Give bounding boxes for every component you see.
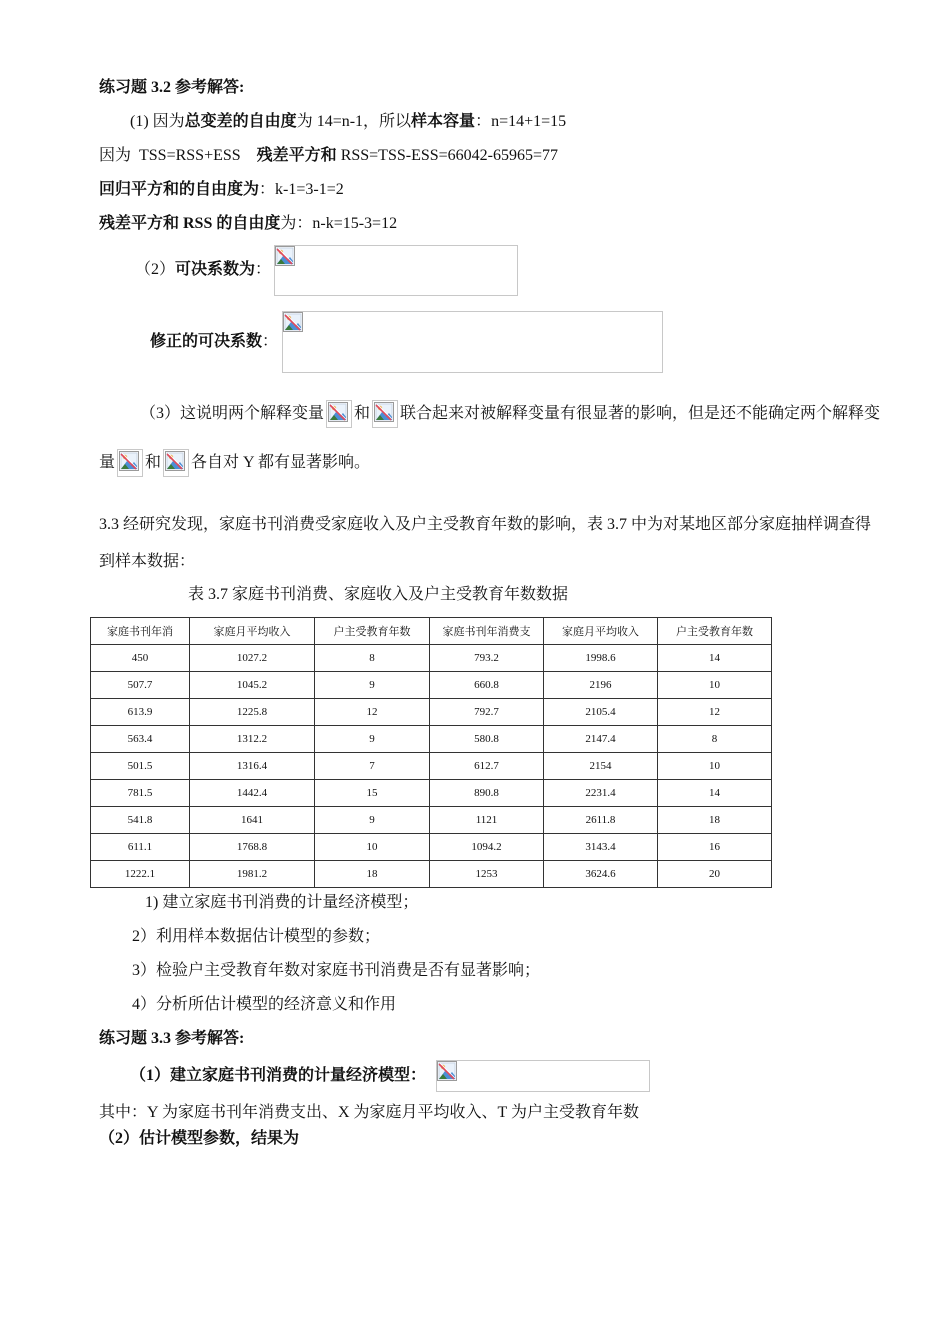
text: RSS=TSS-ESS=66042-65965=77 [336,147,559,164]
table-cell: 613.9 [91,699,190,726]
table-cell: 12 [658,699,772,726]
table-row [91,672,772,699]
table-cell: 612.7 [430,753,544,780]
broken-image-icon [275,246,295,266]
table-cell: 660.8 [430,672,544,699]
text-bold: 总变差的自由度 [184,113,297,130]
table-cell: 2611.8 [544,807,658,834]
text: ：k-1=3-1=2 [259,181,344,198]
table-header-cell: 家庭月平均收入 [190,618,315,645]
task-4: 4）分析所估计模型的经济意义和作用 [132,996,397,1013]
estimate-heading: （2）估计模型参数，结果为 [99,1130,300,1147]
text: 联合起来对被解释变量有很显著的影响，但是还不能确定两个解释变 [400,405,881,422]
line-regression-df [99,180,344,200]
model-formula-image [436,1060,650,1092]
table-cell: 2196 [544,672,658,699]
line-total-df [130,112,566,132]
table-cell: 14 [658,780,772,807]
table-cell: 1442.4 [190,780,315,807]
table-cell: 450 [91,645,190,672]
broken-image-icon [119,451,139,471]
table-header-row [91,618,772,645]
table-cell: 10 [658,753,772,780]
table-header-cell: 家庭月平均收入 [544,618,658,645]
table-cell: 2147.4 [544,726,658,753]
table-cell: 1981.2 [190,861,315,888]
table-cell: 14 [658,645,772,672]
table-caption: 表 3.7 家庭书刊消费、家庭收入及户主受教育年数数据 [188,586,569,603]
line-rss [99,146,558,166]
table-row [91,726,772,753]
problem-3-3-line2: 到样本数据： [99,553,196,570]
text: 为 14=n-1，所以 [296,113,412,130]
table-cell: 1998.6 [544,645,658,672]
text-bold: 可决系数为 [175,261,256,278]
broken-image-icon [437,1061,457,1081]
table-cell: 1222.1 [91,861,190,888]
adjusted-r2-formula-image [282,311,663,373]
variable-x-image [117,449,143,477]
text: 因为 TSS=RSS+ESS [99,147,257,164]
text: （3）这说明两个解释变量 [140,405,325,422]
line-residual-df [99,214,397,234]
table-cell: 507.7 [91,672,190,699]
table-cell: 1027.2 [190,645,315,672]
table-cell: 1253 [430,861,544,888]
text: 和 [145,454,162,471]
broken-image-icon [374,402,394,422]
variable-t-image [163,449,189,477]
table-cell: 793.2 [430,645,544,672]
table-header-cell: 户主受教育年数 [315,618,430,645]
table-cell: 2154 [544,753,658,780]
table-cell: 580.8 [430,726,544,753]
table-cell: 1312.2 [190,726,315,753]
line-adjusted-r2 [150,332,278,352]
line-individual-significance [99,449,370,477]
table-cell: 1121 [430,807,544,834]
text-bold: 修正的可决系数 [150,333,263,350]
problem-3-3-line1: 3.3 经研究发现，家庭书刊消费受家庭收入及户主受教育年数的影响，表 3.7 中为对某地区部分家庭抽样调查得 [99,516,872,533]
table-cell: 20 [658,861,772,888]
table-row [91,834,772,861]
table-header-cell: 户主受教育年数 [658,618,772,645]
table-cell: 2105.4 [544,699,658,726]
text: 为：n-k=15-3=12 [280,215,398,232]
table-cell: 16 [658,834,772,861]
text-bold: 样本容量 [411,113,476,130]
table-row [91,807,772,834]
text: ： [262,333,279,350]
table-cell: 563.4 [91,726,190,753]
broken-image-icon [328,402,348,422]
table-row [91,861,772,888]
text: 量 [99,454,116,471]
table-cell: 781.5 [91,780,190,807]
variable-t-image [372,400,398,428]
table-cell: 10 [658,672,772,699]
broken-image-icon [165,451,185,471]
text-bold: 残差平方和 RSS 的自由度 [99,215,281,232]
table-cell: 7 [315,753,430,780]
text: 各自对 Y 都有显著影响。 [191,454,370,471]
table-cell: 1045.2 [190,672,315,699]
table-header-cell: 家庭书刊年消 [91,618,190,645]
table-cell: 12 [315,699,430,726]
variable-x-image [326,400,352,428]
text-bold: 残差平方和 [256,147,337,164]
table-cell: 1768.8 [190,834,315,861]
text: ： [255,261,272,278]
text: （2） [135,261,176,278]
text: 和 [354,405,371,422]
table-cell: 1316.4 [190,753,315,780]
table-cell: 18 [315,861,430,888]
model-statement: （1）建立家庭书刊消费的计量经济模型： [130,1067,427,1084]
data-table [90,617,772,888]
table-cell: 8 [315,645,430,672]
table-row [91,699,772,726]
line-joint-significance [140,400,880,428]
table-cell: 9 [315,807,430,834]
table-cell: 3143.4 [544,834,658,861]
task-2: 2）利用样本数据估计模型的参数； [132,928,381,945]
table-header-cell: 家庭书刊年消费支 [430,618,544,645]
table-cell: 890.8 [430,780,544,807]
table-cell: 9 [315,726,430,753]
heading-exercise-3-3: 练习题 3.3 参考解答: [99,1030,245,1047]
task-1: 1) 建立家庭书刊消费的计量经济模型； [145,894,419,911]
table-cell: 1225.8 [190,699,315,726]
table-cell: 541.8 [91,807,190,834]
table-cell: 10 [315,834,430,861]
variable-definitions: 其中：Y 为家庭书刊年消费支出、X 为家庭月平均收入、T 为户主受教育年数 [99,1104,640,1121]
heading-exercise-3-2: 练习题 3.2 参考解答: [99,79,245,96]
broken-image-icon [283,312,303,332]
table-cell: 2231.4 [544,780,658,807]
table-cell: 611.1 [91,834,190,861]
table-cell: 792.7 [430,699,544,726]
table-cell: 15 [315,780,430,807]
line-r2 [135,260,271,280]
table-cell: 9 [315,672,430,699]
table-cell: 3624.6 [544,861,658,888]
text-bold: 回归平方和的自由度为 [99,181,260,198]
table-cell: 18 [658,807,772,834]
table-row [91,645,772,672]
text: ：n=14+1=15 [475,113,567,130]
table-row [91,780,772,807]
table-row [91,753,772,780]
table-cell: 501.5 [91,753,190,780]
text: (1) 因为 [130,113,185,130]
table-cell: 8 [658,726,772,753]
table-cell: 1094.2 [430,834,544,861]
r2-formula-image [274,245,518,296]
table-cell: 1641 [190,807,315,834]
task-3: 3）检验户主受教育年数对家庭书刊消费是否有显著影响； [132,962,541,979]
